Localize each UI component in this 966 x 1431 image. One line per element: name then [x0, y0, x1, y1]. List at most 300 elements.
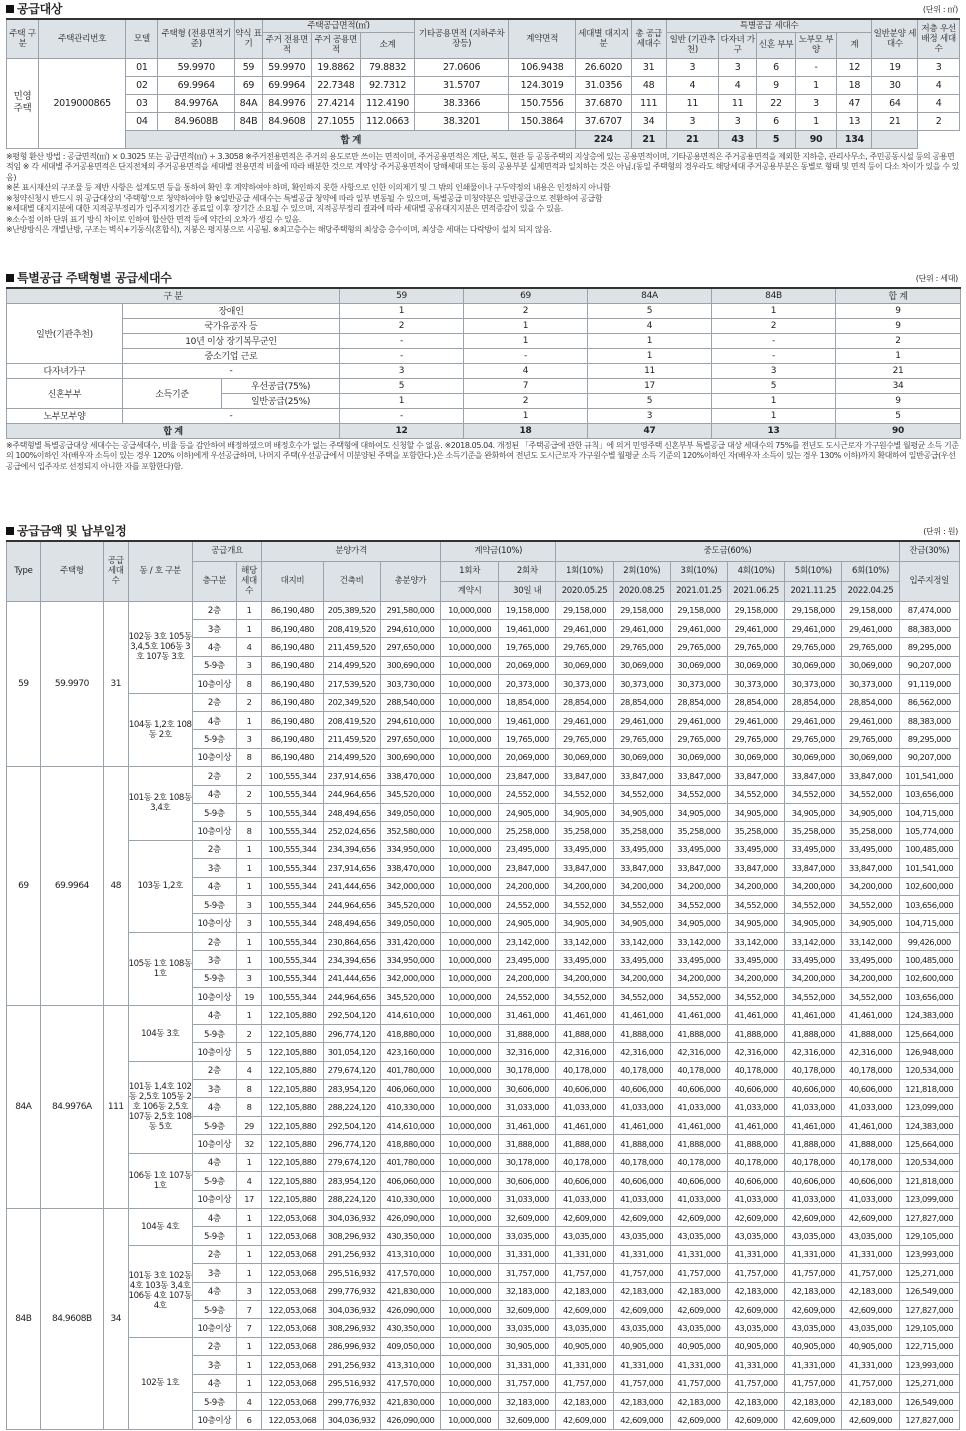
midpay-cell: 34,905,000: [670, 914, 727, 932]
table-cell: 1: [712, 408, 836, 423]
table-cell: 27.4214: [311, 94, 360, 112]
total-price-cell: 410,330,000: [380, 1098, 440, 1116]
land-price-cell: 86,190,480: [262, 693, 323, 711]
note-line: ※소수점 이하 단위 표기 방식 차이로 인하여 합산한 면적 등에 약간의 오차가 생길 수 있음.: [6, 214, 301, 224]
build-price-cell: 214,499,520: [323, 748, 380, 766]
land-price-cell: 122,053,068: [262, 1282, 323, 1300]
table-cell: 21: [872, 112, 918, 130]
total-price-cell: 297,650,000: [380, 638, 440, 656]
midpay-cell: 35,258,000: [785, 822, 842, 840]
midpay-cell: 35,258,000: [556, 822, 613, 840]
build-price-cell: 304,036,932: [323, 1208, 380, 1226]
sum-cell: [872, 130, 918, 148]
supply-target-notes: [6, 152, 960, 236]
table-cell: 12: [837, 58, 872, 76]
table-cell: 4: [588, 318, 712, 333]
midpay-cell: 43,035,000: [670, 1319, 727, 1337]
midpay-cell: 30,069,000: [670, 748, 727, 766]
total-price-cell: 421,830,000: [380, 1392, 440, 1410]
balance-cell: 126,948,000: [899, 1043, 959, 1061]
table-row: [7, 333, 961, 348]
build-price-cell: 211,459,520: [323, 730, 380, 748]
midpay-cell: 33,847,000: [785, 767, 842, 785]
price-schedule-unit: (단위 : 원): [923, 527, 958, 536]
midpay-cell: 42,183,000: [556, 1392, 613, 1410]
build-price-cell: 286,996,932: [323, 1337, 380, 1355]
midpay-cell: 34,552,000: [670, 896, 727, 914]
table-cell: 17: [588, 378, 712, 393]
balance-cell: 120,534,000: [899, 1153, 959, 1171]
deposit1-cell: 10,000,000: [441, 1190, 499, 1208]
midpay-cell: 34,552,000: [785, 988, 842, 1006]
midpay-cell: 41,461,000: [613, 1116, 670, 1134]
count-cell: 19: [236, 988, 262, 1006]
table-cell: 79.8832: [360, 58, 414, 76]
table-cell: 38.3201: [415, 112, 509, 130]
midpay-cell: 28,854,000: [728, 693, 785, 711]
floor-cell: 4층: [192, 1282, 236, 1300]
units-cell: 31: [104, 601, 129, 767]
midpay-cell: 34,200,000: [728, 969, 785, 987]
midpay-cell: 30,069,000: [613, 748, 670, 766]
build-price-cell: 234,394,656: [323, 951, 380, 969]
midpay-cell: 34,552,000: [670, 988, 727, 1006]
midpay-cell: 34,905,000: [842, 914, 899, 932]
midpay-cell: 41,331,000: [785, 1356, 842, 1374]
th-sp-sum: 계: [837, 32, 872, 58]
table-cell: 13: [837, 112, 872, 130]
build-price-cell: 299,776,932: [323, 1392, 380, 1410]
midpay-cell: 42,609,000: [556, 1208, 613, 1226]
balance-cell: 89,295,000: [899, 730, 959, 748]
balance-cell: 88,383,000: [899, 711, 959, 729]
midpay-cell: 43,035,000: [728, 1319, 785, 1337]
table-cell: 1: [340, 303, 464, 318]
th3-m5: 5회(10%): [785, 561, 842, 581]
category-general: 일반(기관추천): [7, 303, 123, 363]
table-cell: 4: [718, 76, 756, 94]
dong-ho-cell: 103동 1,2호: [128, 840, 192, 932]
deposit1-cell: 10,000,000: [441, 711, 499, 729]
midpay-cell: 41,888,000: [670, 1135, 727, 1153]
midpay-cell: 42,609,000: [613, 1411, 670, 1429]
midpay-cell: 33,495,000: [728, 951, 785, 969]
table-cell: 1: [464, 318, 588, 333]
deposit2-cell: 24,200,000: [499, 969, 556, 987]
deposit1-cell: 10,000,000: [441, 896, 499, 914]
midpay-cell: 30,069,000: [842, 748, 899, 766]
sum-row: [7, 423, 961, 438]
midpay-cell: 40,606,000: [842, 1080, 899, 1098]
sum-cell: 134: [837, 130, 872, 148]
floor-cell: 2층: [192, 1245, 236, 1263]
table-cell: 6: [757, 112, 795, 130]
count-cell: 7: [236, 1300, 262, 1318]
land-price-cell: 122,053,068: [262, 1208, 323, 1226]
midpay-cell: 42,316,000: [785, 1043, 842, 1061]
total-price-cell: 413,310,000: [380, 1356, 440, 1374]
build-price-cell: 296,774,120: [323, 1024, 380, 1042]
land-price-cell: 100,555,344: [262, 785, 323, 803]
balance-cell: 125,271,000: [899, 1264, 959, 1282]
row-label: -: [123, 408, 340, 423]
table-cell: 34: [836, 378, 961, 393]
midpay-cell: 28,854,000: [613, 693, 670, 711]
table-cell: 31: [631, 58, 666, 76]
floor-cell: 5-9층: [192, 969, 236, 987]
floor-cell: 4층: [192, 711, 236, 729]
th3-d1s: 계약시: [441, 581, 499, 601]
row-label: 우선공급(75%): [222, 378, 340, 393]
table-cell: 1: [836, 348, 961, 363]
midpay-cell: 41,461,000: [842, 1116, 899, 1134]
housetype-cell: 84.9976A: [40, 1006, 103, 1208]
total-price-cell: 294,610,000: [380, 619, 440, 637]
land-price-cell: 122,053,068: [262, 1356, 323, 1374]
deposit1-cell: 10,000,000: [441, 1227, 499, 1245]
midpay-cell: 41,888,000: [842, 1135, 899, 1153]
land-price-cell: 122,053,068: [262, 1300, 323, 1318]
square-bullet-icon: [6, 274, 14, 282]
th-gubun: 주택 구분: [7, 19, 39, 58]
deposit2-cell: 30,178,000: [499, 1153, 556, 1171]
midpay-cell: 42,609,000: [613, 1208, 670, 1226]
total-price-cell: 414,610,000: [380, 1006, 440, 1024]
total-price-cell: 338,470,000: [380, 859, 440, 877]
balance-cell: 101,541,000: [899, 767, 959, 785]
midpay-cell: 33,495,000: [670, 951, 727, 969]
th3-dongho: 동 / 호 구분: [128, 541, 192, 601]
midpay-cell: 29,765,000: [842, 730, 899, 748]
midpay-cell: 40,178,000: [613, 1153, 670, 1171]
floor-cell: 10층이상: [192, 1319, 236, 1337]
midpay-cell: 40,905,000: [728, 1337, 785, 1355]
deposit2-cell: 31,331,000: [499, 1356, 556, 1374]
midpay-cell: 42,183,000: [670, 1392, 727, 1410]
deposit1-cell: 10,000,000: [441, 1043, 499, 1061]
th-common: 주거 공용면적: [311, 32, 360, 58]
table-cell: 150.7556: [509, 94, 576, 112]
deposit1-cell: 10,000,000: [441, 1245, 499, 1263]
midpay-cell: 41,033,000: [670, 1190, 727, 1208]
sum-label: 합 계: [126, 130, 576, 148]
midpay-cell: 40,178,000: [556, 1061, 613, 1079]
midpay-cell: 43,035,000: [842, 1319, 899, 1337]
build-price-cell: 237,914,656: [323, 859, 380, 877]
midpay-cell: 42,609,000: [728, 1208, 785, 1226]
balance-cell: 90,207,000: [899, 748, 959, 766]
midpay-cell: 43,035,000: [613, 1227, 670, 1245]
th-abbr: 약식 표기: [235, 19, 263, 58]
midpay-cell: 29,765,000: [785, 638, 842, 656]
midpay-cell: 41,888,000: [728, 1024, 785, 1042]
note-line: ※주택형별 특별공급대상 세대수는 공급세대수, 비율 등을 감안하여 배정하였으며 배정호수가 없는 주택형에 대하여도 신청할 수 없음. ※2018.05.04. 개정된 「주택공급에 관한 규칙」에 의거 민영주택 신혼부부 특별공급 대상 세대수의 75%를 전년도 도시근로자 가구원수별 월평균 소득 기준의 100%이하인 자(배우자 소득이 있는 경우 120% 이하)에게 우선공급하며, 나머지 주택(우선공급에서 미분양된 주택을 포함한다.)은 소득기준을 완화하여 전년도 도시근로자 가구원수별 월평균 소득 기준의 120%이하인 자(배우자 소득이 있는 경우 130% 이하)까지 확대하여 일반공급(우선공급에서 입주자로 선정되지 아니한 자를 포함한다)함.: [6, 440, 959, 471]
midpay-cell: 33,495,000: [842, 951, 899, 969]
deposit1-cell: 10,000,000: [441, 822, 499, 840]
sum-cell: 18: [464, 423, 588, 438]
midpay-cell: 41,331,000: [556, 1245, 613, 1263]
th-model: 모델: [126, 19, 158, 58]
table-cell: 84.9608: [262, 112, 311, 130]
midpay-cell: 42,183,000: [842, 1392, 899, 1410]
midpay-cell: 42,183,000: [785, 1392, 842, 1410]
build-price-cell: 301,054,120: [323, 1043, 380, 1061]
th3-m4: 4회(10%): [728, 561, 785, 581]
deposit2-cell: 33,035,000: [499, 1319, 556, 1337]
midpay-cell: 41,331,000: [670, 1356, 727, 1374]
count-cell: 3: [236, 730, 262, 748]
midpay-cell: 41,461,000: [556, 1006, 613, 1024]
build-price-cell: 241,444,656: [323, 877, 380, 895]
sum-cell: 90: [836, 423, 961, 438]
midpay-cell: 41,461,000: [613, 1006, 670, 1024]
balance-cell: 101,541,000: [899, 859, 959, 877]
table-cell: 106.9438: [509, 58, 576, 76]
floor-cell: 4층: [192, 1006, 236, 1024]
midpay-cell: 41,888,000: [785, 1024, 842, 1042]
build-price-cell: 217,539,520: [323, 675, 380, 693]
total-price-cell: 426,090,000: [380, 1208, 440, 1226]
total-price-cell: 409,050,000: [380, 1337, 440, 1355]
table-row: [7, 1061, 960, 1079]
midpay-cell: 30,069,000: [785, 748, 842, 766]
deposit1-cell: 10,000,000: [441, 1208, 499, 1226]
midpay-cell: 34,200,000: [728, 877, 785, 895]
land-price-cell: 86,190,480: [262, 748, 323, 766]
midpay-cell: 28,854,000: [556, 693, 613, 711]
balance-cell: 122,715,000: [899, 1337, 959, 1355]
balance-cell: 124,383,000: [899, 1006, 959, 1024]
sum-cell: 21: [666, 130, 718, 148]
total-price-cell: 401,780,000: [380, 1153, 440, 1171]
midpay-cell: 41,888,000: [556, 1024, 613, 1042]
midpay-cell: 41,033,000: [785, 1098, 842, 1116]
deposit1-cell: 10,000,000: [441, 730, 499, 748]
midpay-cell: 42,609,000: [613, 1300, 670, 1318]
midpay-cell: 30,373,000: [842, 675, 899, 693]
midpay-cell: 34,552,000: [556, 896, 613, 914]
count-cell: 29: [236, 1116, 262, 1134]
deposit1-cell: 10,000,000: [441, 988, 499, 1006]
midpay-cell: 29,158,000: [670, 601, 727, 619]
balance-cell: 123,993,000: [899, 1356, 959, 1374]
deposit1-cell: 10,000,000: [441, 1337, 499, 1355]
table-cell: 37.6707: [576, 112, 631, 130]
row-label: 일반공급(25%): [222, 393, 340, 408]
floor-cell: 4층: [192, 785, 236, 803]
midpay-cell: 34,552,000: [842, 988, 899, 1006]
deposit2-cell: 30,905,000: [499, 1337, 556, 1355]
special-supply-section: [6, 271, 960, 472]
midpay-cell: 41,757,000: [613, 1264, 670, 1282]
table-cell: -: [340, 348, 464, 363]
midpay-cell: 34,552,000: [842, 896, 899, 914]
midpay-cell: 34,552,000: [785, 896, 842, 914]
midpay-cell: 41,757,000: [670, 1374, 727, 1392]
table-cell: 4: [464, 363, 588, 378]
floor-cell: 5-9층: [192, 730, 236, 748]
count-cell: 5: [236, 1043, 262, 1061]
midpay-cell: 41,033,000: [670, 1098, 727, 1116]
total-price-cell: 349,050,000: [380, 914, 440, 932]
deposit2-cell: 23,142,000: [499, 932, 556, 950]
deposit2-cell: 19,461,000: [499, 619, 556, 637]
midpay-cell: 29,765,000: [785, 730, 842, 748]
table-cell: 27.1055: [311, 112, 360, 130]
midpay-cell: 42,609,000: [556, 1300, 613, 1318]
row-label: 국가유공자 등: [123, 318, 340, 333]
midpay-cell: 34,552,000: [728, 988, 785, 1006]
midpay-cell: 34,200,000: [670, 969, 727, 987]
price-schedule-table: [6, 540, 960, 1430]
note-line: ※평형 환산 방법 : 공급면적(㎡) × 0.3025 또는 공급면적(㎡) ÷ 3.3058 ※주거전용면적은 주거의 용도로만 쓰이는 면적이며, 주거공용면적은 계단, 복도, 현관 등 공동주택의 지상층에 있는 공용면적이며, 기타공용면적은 주거공용면적을 제외한 지하층, 관리사무소, 주민공동시설 등의 공용면적임 ※ 각 세대별 주거공용면적은 단지전체의 주거공용면적을 세대별 전용면적 비율에 따라 배분한 것으로 계약상 주거공용면적이 당해세대 또는 동의 공용부분 실제면적과 일치하는 것은 아님.(동일 주택형의 경우라도 해당세대 주거공용부분은 동별로 형태 및 면적 등이 다소 차이가 있을 수 있음): [6, 151, 960, 182]
table-cell: 4: [918, 76, 960, 94]
th2-84b: 84B: [712, 288, 836, 303]
midpay-cell: 29,461,000: [556, 619, 613, 637]
land-price-cell: 100,555,344: [262, 896, 323, 914]
sum-cell: 224: [576, 130, 631, 148]
units-cell: 48: [104, 767, 129, 1006]
midpay-cell: 41,033,000: [613, 1190, 670, 1208]
deposit2-cell: 30,606,000: [499, 1172, 556, 1190]
land-price-cell: 86,190,480: [262, 730, 323, 748]
count-cell: 3: [236, 1282, 262, 1300]
build-price-cell: 237,914,656: [323, 767, 380, 785]
count-cell: 7: [236, 1319, 262, 1337]
build-price-cell: 205,389,520: [323, 601, 380, 619]
floor-cell: 10층이상: [192, 675, 236, 693]
th3-md6: 2022.04.25: [842, 581, 899, 601]
table-cell: 3: [718, 58, 756, 76]
table-cell: -: [464, 348, 588, 363]
th-sp-elderly: 노부모 부양: [795, 32, 837, 58]
floor-cell: 10층이상: [192, 1190, 236, 1208]
midpay-cell: 41,331,000: [613, 1245, 670, 1263]
midpay-cell: 41,331,000: [728, 1356, 785, 1374]
midpay-cell: 33,495,000: [785, 840, 842, 858]
midpay-cell: 41,331,000: [670, 1245, 727, 1263]
table-cell: 19.8862: [311, 58, 360, 76]
deposit2-cell: 31,461,000: [499, 1006, 556, 1024]
count-cell: 1: [236, 1227, 262, 1245]
type-cell: 84A: [7, 1006, 41, 1208]
deposit2-cell: 30,606,000: [499, 1080, 556, 1098]
floor-cell: 5-9층: [192, 896, 236, 914]
table-cell: 84.9976A: [158, 94, 235, 112]
total-price-cell: 294,610,000: [380, 711, 440, 729]
deposit2-cell: 30,178,000: [499, 1061, 556, 1079]
type-cell: 84B: [7, 1208, 41, 1429]
count-cell: 3: [236, 969, 262, 987]
midpay-cell: 42,183,000: [670, 1282, 727, 1300]
midpay-cell: 35,258,000: [842, 822, 899, 840]
midpay-cell: 42,609,000: [670, 1411, 727, 1429]
midpay-cell: 41,033,000: [556, 1098, 613, 1116]
total-price-cell: 349,050,000: [380, 803, 440, 821]
midpay-cell: 41,757,000: [556, 1264, 613, 1282]
midpay-cell: 28,854,000: [842, 693, 899, 711]
floor-cell: 2층: [192, 932, 236, 950]
midpay-cell: 30,069,000: [728, 656, 785, 674]
price-schedule-body: [7, 601, 960, 1429]
midpay-cell: 43,035,000: [613, 1319, 670, 1337]
midpay-cell: 42,183,000: [785, 1282, 842, 1300]
midpay-cell: 43,035,000: [556, 1319, 613, 1337]
midpay-cell: 34,200,000: [613, 969, 670, 987]
deposit2-cell: 31,331,000: [499, 1245, 556, 1263]
midpay-cell: 34,905,000: [728, 803, 785, 821]
dong-ho-cell: 104동 4호: [128, 1208, 192, 1245]
midpay-cell: 41,888,000: [670, 1024, 727, 1042]
th3-deposit: 계약금(10%): [441, 541, 556, 561]
table-cell: 5: [588, 303, 712, 318]
build-price-cell: 304,036,932: [323, 1411, 380, 1429]
th3-m1: 1회(10%): [556, 561, 613, 581]
deposit2-cell: 32,609,000: [499, 1208, 556, 1226]
th3-md5: 2021.11.25: [785, 581, 842, 601]
floor-cell: 5-9층: [192, 656, 236, 674]
table-cell: 112.0663: [360, 112, 414, 130]
deposit1-cell: 10,000,000: [441, 1172, 499, 1190]
category-elderly: 노부모부양: [7, 408, 123, 423]
th3-movein: 입주지정일: [899, 561, 959, 601]
table-cell: 3: [918, 58, 960, 76]
balance-cell: 89,295,000: [899, 638, 959, 656]
midpay-cell: 29,461,000: [842, 619, 899, 637]
build-price-cell: 291,256,932: [323, 1245, 380, 1263]
deposit1-cell: 10,000,000: [441, 1356, 499, 1374]
th-gensale: 일반분양 세대수: [872, 19, 918, 58]
supply-target-unit: (단위 : ㎡): [922, 5, 958, 14]
th3-m3: 3회(10%): [670, 561, 727, 581]
midpay-cell: 34,200,000: [785, 877, 842, 895]
deposit2-cell: 31,888,000: [499, 1024, 556, 1042]
table-row: [7, 363, 961, 378]
deposit1-cell: 10,000,000: [441, 1392, 499, 1410]
midpay-cell: 42,183,000: [556, 1282, 613, 1300]
dong-ho-cell: 101동 3호 102동 4호 103동 3,4호 106동 4호 107동 4호: [128, 1245, 192, 1337]
build-price-cell: 308,296,932: [323, 1319, 380, 1337]
note-line: ※청약신청시 반드시 위 공급대상의 '주택형'으로 청약하여야 함 ※일반공급 세대수는 특별공급 청약에 따라 일부 변동될 수 있으며, 특별공급 미청약분은 일반공급으로 전환하여 공급함: [6, 193, 603, 203]
land-price-cell: 100,555,344: [262, 988, 323, 1006]
deposit1-cell: 10,000,000: [441, 1135, 499, 1153]
table-cell: 150.3864: [509, 112, 576, 130]
table-row: [7, 58, 960, 76]
th3-d2: 2회차: [499, 561, 556, 581]
midpay-cell: 41,757,000: [556, 1374, 613, 1392]
count-cell: 8: [236, 675, 262, 693]
balance-cell: 125,664,000: [899, 1135, 959, 1153]
th3-m6: 6회(10%): [842, 561, 899, 581]
count-cell: 1: [236, 951, 262, 969]
midpay-cell: 30,373,000: [728, 675, 785, 693]
midpay-cell: 34,552,000: [728, 896, 785, 914]
midpay-cell: 33,142,000: [556, 932, 613, 950]
midpay-cell: 35,258,000: [613, 822, 670, 840]
midpay-cell: 42,183,000: [613, 1392, 670, 1410]
table-cell: 03: [126, 94, 158, 112]
midpay-cell: 42,316,000: [728, 1043, 785, 1061]
count-cell: 1: [236, 1153, 262, 1171]
table-cell: 47: [837, 94, 872, 112]
th2-sum: 합 계: [836, 288, 961, 303]
midpay-cell: 40,606,000: [728, 1080, 785, 1098]
total-price-cell: 406,060,000: [380, 1080, 440, 1098]
count-cell: 8: [236, 748, 262, 766]
land-price-cell: 122,105,880: [262, 1061, 323, 1079]
sum-cell: 21: [631, 130, 666, 148]
table-cell: 84.9608B: [158, 112, 235, 130]
